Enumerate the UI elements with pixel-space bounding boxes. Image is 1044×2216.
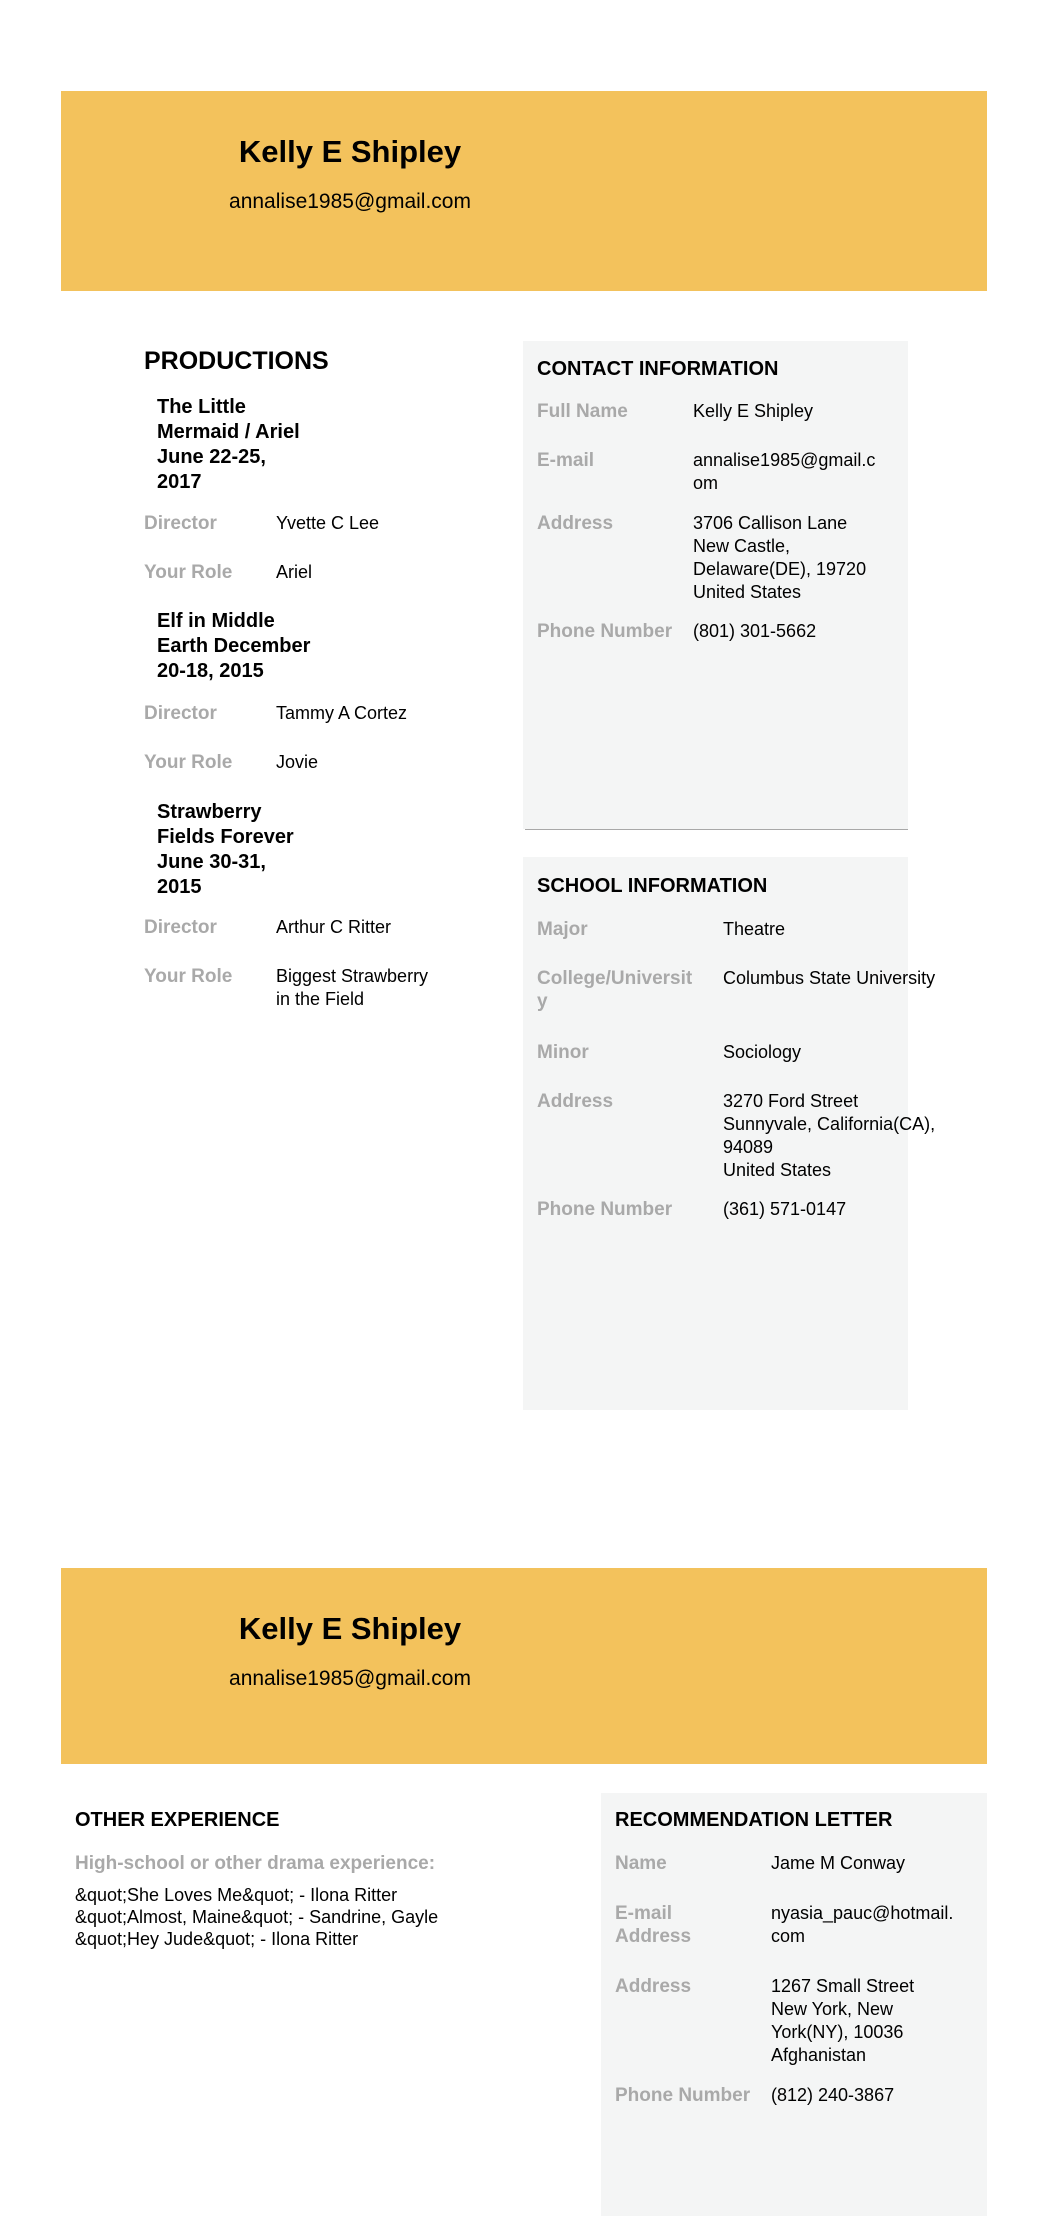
director-label: Director	[144, 703, 217, 724]
page2-header-name: Kelly E Shipley	[238, 1611, 462, 1646]
other-experience-title: OTHER EXPERIENCE	[75, 1809, 280, 1831]
phone-label: Phone Number	[537, 621, 673, 642]
rec-address-value: 1267 Small Street New York, New York(NY), 10036 Afghanistan	[771, 1976, 915, 2065]
contact-title: CONTACT INFORMATION	[537, 358, 779, 380]
role-value: Biggest Strawberry in the Field	[276, 966, 429, 1009]
rec-name-value: Jame M Conway	[771, 1853, 906, 1873]
rec-phone-label: Phone Number	[615, 2085, 751, 2106]
contact-divider	[525, 829, 908, 830]
major-value: Theatre	[723, 919, 786, 939]
role-label: Your Role	[144, 966, 233, 987]
fullname-value: Kelly E Shipley	[693, 401, 814, 421]
phone-value: (801) 301-5662	[693, 621, 817, 641]
fullname-label: Full Name	[537, 401, 628, 422]
other-experience-subtitle: High-school or other drama experience:	[75, 1853, 436, 1874]
production-title: Strawberry Fields Forever June 30-31, 2015	[157, 801, 294, 898]
rec-email-value: nyasia_pauc@hotmail. com	[771, 1903, 954, 1946]
school-phone-label: Phone Number	[537, 1199, 673, 1220]
rec-address-label: Address	[615, 1976, 692, 1997]
page2-header-email: annalise1985@gmail.com	[229, 1667, 471, 1690]
school-title: SCHOOL INFORMATION	[537, 875, 768, 897]
school-address-label: Address	[537, 1091, 614, 1112]
address-label: Address	[537, 513, 614, 534]
school-phone-value: (361) 571-0147	[723, 1199, 847, 1219]
other-experience-list	[75, 1884, 438, 1950]
recommendation-title: RECOMMENDATION LETTER	[615, 1809, 893, 1831]
college-value: Columbus State University	[723, 968, 936, 988]
director-label: Director	[144, 917, 217, 938]
list-item: &quot;She Loves Me&quot; - Ilona Ritter	[75, 1885, 398, 1905]
rec-phone-value: (812) 240-3867	[771, 2085, 895, 2105]
college-label: College/Universit y	[537, 968, 693, 1012]
director-value: Arthur C Ritter	[276, 917, 392, 937]
address-value: 3706 Callison Lane New Castle, Delaware(DE), 19720 United States	[693, 513, 867, 602]
page2-header	[61, 1568, 987, 1764]
school-address-value: 3270 Ford Street Sunnyvale, California(CA), 94089 United States	[723, 1091, 936, 1180]
production-title: The Little Mermaid / Ariel June 22-25, 2017	[157, 396, 300, 493]
role-label: Your Role	[144, 562, 233, 583]
major-label: Major	[537, 919, 588, 940]
page1-header-name: Kelly E Shipley	[238, 134, 462, 169]
rec-email-label: E-mail Address	[615, 1903, 692, 1947]
list-item: &quot;Hey Jude&quot; - Ilona Ritter	[75, 1929, 359, 1949]
email-value: annalise1985@gmail.c om	[693, 450, 876, 493]
minor-value: Sociology	[723, 1042, 802, 1062]
director-value: Yvette C Lee	[276, 513, 380, 533]
director-value: Tammy A Cortez	[276, 703, 408, 723]
director-label: Director	[144, 513, 217, 534]
email-label: E-mail	[537, 450, 595, 471]
minor-label: Minor	[537, 1042, 589, 1063]
role-label: Your Role	[144, 752, 233, 773]
productions-title: PRODUCTIONS	[144, 347, 329, 375]
page1-header-email: annalise1985@gmail.com	[229, 190, 471, 213]
production-title: Elf in Middle Earth December 20-18, 2015	[157, 610, 311, 682]
role-value: Ariel	[276, 562, 313, 582]
rec-name-label: Name	[615, 1853, 667, 1874]
role-value: Jovie	[276, 752, 319, 772]
list-item: &quot;Almost, Maine&quot; - Sandrine, Gayle	[75, 1907, 439, 1927]
